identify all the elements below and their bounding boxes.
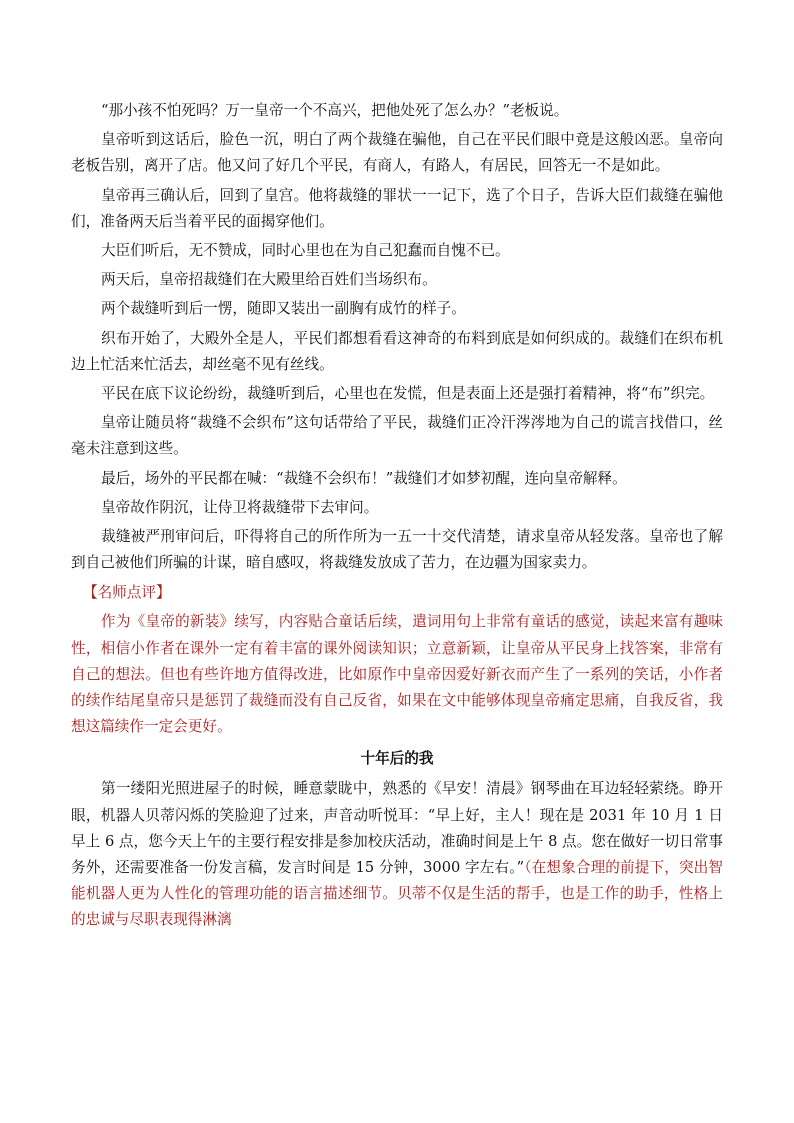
essay-annotation: （在想象合理的前提下，突出智能机器人更为人性化的管理功能的语言描述细节。贝蒂不仅是生活的帮手，也是工作的助手，性格上的忠诚与尽职表现得淋漓: [71, 859, 723, 929]
story-paragraph-6: 两个裁缝听到后一愣，随即又装出一副胸有成竹的样子。: [101, 300, 466, 318]
essay-paragraph: [71, 776, 723, 933]
story-paragraph-3: 皇帝再三确认后，回到了皇宫。他将裁缝的罪状一一记下，选了个日子，告诉大臣们裁缝在骗他们，准备两天后当着平民的面揭穿他们。: [71, 186, 723, 230]
story-paragraph-10: 最后，场外的平民都在喊：“裁缝不会织布！”裁缝们才如梦初醒，连向皇帝解释。: [101, 469, 627, 487]
essay-title: 十年后的我: [360, 750, 434, 768]
story-paragraph-7: 织布开始了，大殿外全是人，平民们都想看看这神奇的布料到底是如何织成的。裁缝们在织布机边上忙活来忙活去，却丝毫不见有丝线。: [71, 329, 723, 373]
story-paragraph-4: 大臣们听后，无不赞成，同时心里也在为自己犯蠢而自愧不已。: [101, 242, 510, 260]
teacher-comment-heading: 【名师点评】: [83, 584, 171, 602]
story-paragraph-11: 皇帝故作阴沉，让侍卫将裁缝带下去审问。: [101, 498, 379, 516]
teacher-comment-text: 作为《皇帝的新装》续写，内容贴合童话后续，遣词用句上非常有童话的感觉，读起来富有趣味性，相信小作者在课外一定有着丰富的课外阅读知识；立意新颖，让皇帝从平民身上找答案，非常有自己的想法。但也有些许地方值得改进，比如原作中皇帝因爱好新衣而产生了一系列的笑话，小作者的续作结尾皇帝只是惩罚了裁缝而没有自己反省，如果在文中能够体现皇帝痛定思痛，自我反省，我想这篇续作一定会更好。: [71, 613, 723, 736]
story-paragraph-1: “那小孩不怕死吗？万一皇帝一个不高兴，把他处死了怎么办？”老板说。: [101, 102, 569, 119]
story-paragraph-8: 平民在底下议论纷纷，裁缝听到后，心里也在发慌，但是表面上还是强打着精神，将“布”织完。: [101, 385, 715, 403]
document-body: [71, 98, 723, 937]
essay-text: 第一缕阳光照进屋子的时候，睡意蒙眬中，熟悉的《早安！清晨》钢琴曲在耳边轻轻萦绕。睁开眼，机器人贝蒂闪烁的笑脸迎了过来，声音动听悦耳：“早上好，主人！现在是 2031 年 10 月 1 日早上 6 点，您今天上午的主要行程安排是参加校庆活动，准确时间是上午 8 点。您在做好一切日常事务外，还需要准备一份发言稿，发言时间是 15 分钟，3000 字左右。”: [71, 780, 723, 877]
story-paragraph-5: 两天后，皇帝招裁缝们在大殿里给百姓们当场织布。: [101, 271, 437, 289]
story-paragraph-9: 皇帝让随员将“裁缝不会织布”这句话带给了平民，裁缝们正冷汗涔涔地为自己的谎言找借口，丝毫未注意到这些。: [71, 414, 723, 458]
story-paragraph-2: 皇帝听到这话后，脸色一沉，明白了两个裁缝在骗他，自己在平民们眼中竟是这般凶恶。皇帝向老板告别，离开了店。他又问了好几个平民，有商人，有路人，有居民，回答无一不是如此。: [71, 131, 723, 175]
story-paragraph-12: 裁缝被严刑审问后，吓得将自己的所作所为一五一十交代清楚，请求皇帝从轻发落。皇帝也了解到自己被他们所骗的计谋，暗自感叹，将裁缝发放成了苦力，在边疆为国家卖力。: [71, 528, 723, 572]
